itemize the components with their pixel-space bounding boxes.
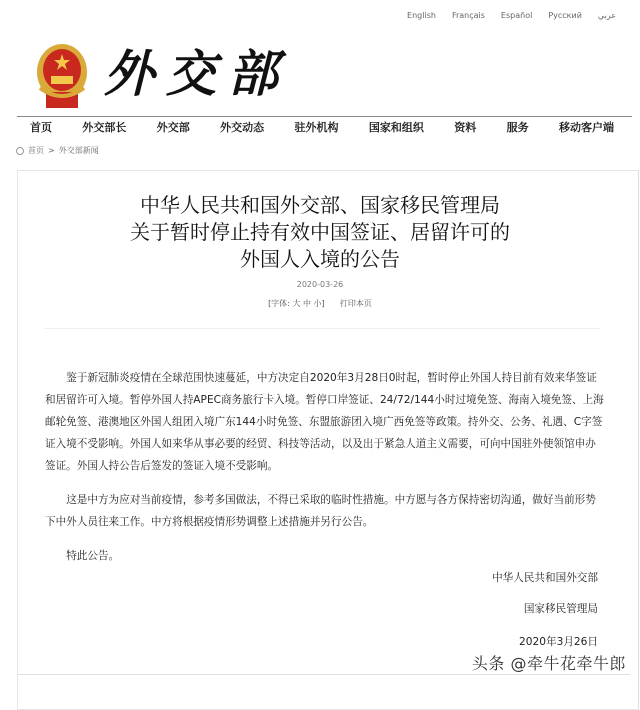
nav-news[interactable]: 外交动态 <box>220 121 265 134</box>
breadcrumb-separator: > <box>48 146 55 155</box>
watermark: 头条 @牵牛花牵牛郎 <box>471 654 626 673</box>
nav-mobile[interactable]: 移动客户端 <box>559 121 614 134</box>
title-line: 外国人入境的公告 <box>240 247 400 271</box>
font-size-label: [字体: <box>268 299 290 308</box>
lang-french[interactable]: Français <box>451 11 485 20</box>
language-switcher <box>407 11 616 20</box>
title-line: 中华人民共和国外交部、国家移民管理局 <box>140 193 500 217</box>
main-nav <box>24 119 620 135</box>
signature-date: 2020年3月26日 <box>519 636 598 648</box>
breadcrumb <box>16 145 99 156</box>
lang-english[interactable]: English <box>407 11 436 20</box>
lang-spanish[interactable]: Español <box>500 11 533 20</box>
signature-mfa: 中华人民共和国外交部 <box>492 572 598 584</box>
article-body <box>45 367 605 579</box>
national-emblem-icon[interactable] <box>36 42 88 112</box>
paragraph: 鉴于新冠肺炎疫情在全球范围快速蔓延，中方决定自2020年3月28日0时起，暂时停止外国人持目前有效来华签证和居留许可入境。暂停外国人持APEC商务旅行卡入境。暂停口岸签证、24/72/144小时过境免签、海南入境免签、上海邮轮免签、港澳地区外国人组团入境广东144小时免签、东盟旅游团入境广西免签等政策。持外交、公务、礼遇、C字签证入境不受影响。外国人如来华从事必要的经贸、科技等活动，以及出于紧急人道主义需要，可向中国驻外使领馆申办签证。外国人持公告后签发的签证入境不受影响。 <box>45 372 604 472</box>
nav-countries[interactable]: 国家和组织 <box>368 121 424 134</box>
lang-arabic[interactable]: عربي <box>597 11 616 20</box>
article-tools <box>0 298 640 309</box>
ministry-calligraphy-logo[interactable]: 外交部 <box>104 44 290 103</box>
font-small-button[interactable]: 小] <box>313 299 325 308</box>
font-large-button[interactable]: 大 <box>292 299 301 308</box>
signature-nia: 国家移民管理局 <box>523 603 598 615</box>
breadcrumb-current[interactable]: 外交部新闻 <box>58 146 99 155</box>
nav-missions[interactable]: 驻外机构 <box>294 121 339 134</box>
paragraph: 特此公告。 <box>66 550 120 562</box>
paragraph: 这是中方为应对当前疫情，参考多国做法，不得已采取的临时性措施。中方愿与各方保持密切沟通，做好当前形势下中外人员往来工作。中方将根据疫情形势调整上述措施并另行公告。 <box>45 494 596 528</box>
lang-russian[interactable]: Русский <box>548 11 582 20</box>
bottom-divider <box>17 674 630 675</box>
nav-home[interactable]: 首页 <box>30 121 52 134</box>
print-button[interactable]: 打印本页 <box>339 299 372 308</box>
nav-minister[interactable]: 外交部长 <box>82 121 127 134</box>
location-icon <box>16 147 24 155</box>
article-date: 2020-03-26 <box>296 280 344 289</box>
article-title <box>0 192 640 273</box>
breadcrumb-home[interactable]: 首页 <box>28 146 44 155</box>
title-line: 关于暂时停止持有效中国签证、居留许可的 <box>130 220 510 244</box>
nav-divider <box>17 116 632 117</box>
nav-resources[interactable]: 资料 <box>454 121 477 134</box>
nav-services[interactable]: 服务 <box>506 121 529 134</box>
font-medium-button[interactable]: 中 <box>302 299 311 308</box>
nav-ministry[interactable]: 外交部 <box>156 121 190 134</box>
title-divider <box>45 328 600 329</box>
